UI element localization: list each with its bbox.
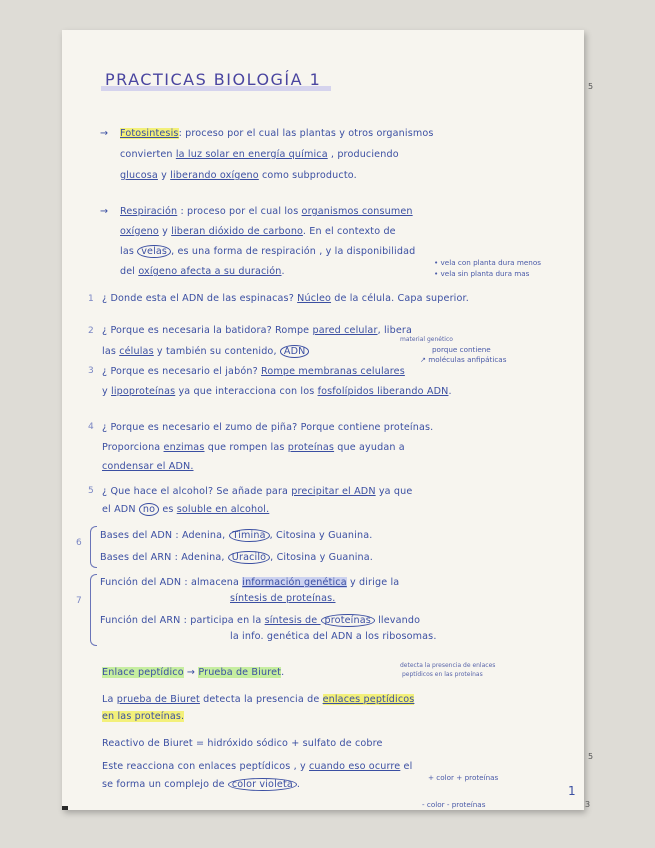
page-number: 1: [568, 784, 576, 798]
question-number: 7: [76, 596, 82, 606]
question-number: 2: [88, 326, 94, 336]
minus-color-note: - color - proteínas: [422, 800, 486, 809]
arrow-icon: →: [183, 667, 199, 678]
question-number: 1: [88, 294, 94, 304]
question-number: 3: [88, 366, 94, 376]
q2-note-2: ↗ moléculas anfipáticas: [420, 355, 507, 364]
corner-mark: 3: [585, 800, 591, 809]
edge-shadow: [62, 806, 68, 810]
arrow-icon: →: [100, 128, 109, 139]
q2-note-1: porque contiene: [432, 345, 491, 354]
side-mark: 5: [588, 82, 594, 91]
notebook-page: PRACTICAS BIOLOGÍA 1 → Fotosintesis: proceso por el cual las plantas y otros organismos convierten la luz solar en energía química , produciendo glucosa y liberando oxígeno como subproducto. → Respiración : proceso por el cual los organismos consumen oxígeno y liberan dióxido de carbono. En el contexto de las velas , es una forma de respiración , y la disponibilidad del oxígeno afecta a su duración. • vela con planta dura menos • vela sin planta dura mas 1 ¿ Donde esta el ADN de las espinacas? Núcleo de la célula. Capa superior. 2 ¿ Porque es necesaria la batidora? Rompe pared celular, libera las células y también su contenido, ADN material genético porque contiene ↗ moléculas anfipáticas 3 ¿ Porque es necesario el jabón? Rompe membranas celulares y lipoproteínas ya que interacciona con los fosfolípidos liberando ADN. 4 ¿ Porque es necesario el zumo de piña? Porque contiene proteínas. Proporciona enzimas que rompen las proteínas que ayudan a condensar el ADN. 5 ¿ Que hace el alcohol? Se añade para precipitar el ADN ya que el ADN no es soluble en alcohol. 6 Bases del ADN : Adenina, Timina , Citosina y Guanina. Bases del ARN : Adenina, Uracilo , Citosina y Guanina. 7 Función del ADN : almacena información genética y dirige la síntesis de proteínas. Función del ARN : participa en la síntesis de proteínas llevando la info. genética del ADN a los ribosomas. Enlace peptídico → Prueba de Biuret. detecta la presencia de enlaces peptídicos en las proteínas La prueba de Biuret detecta la presencia de enlaces peptídicos en las proteínas. Reactivo de Biuret = hidróxido sódico + sulfato de cobre Este reacciona con enlaces peptídicos , y cuando eso ocurre el se forma un complejo de color violeta . + color + proteínas - color - proteínas 1: [62, 30, 584, 810]
vela-note-2: • vela sin planta dura mas: [434, 269, 530, 278]
arrow-icon: →: [100, 206, 109, 217]
fotosintesis-term: Fotosintesis: [120, 128, 179, 139]
enlace-note-1: detecta la presencia de enlaces: [400, 662, 496, 669]
material-genetico-note: material genético: [400, 336, 453, 343]
question-number: 6: [76, 538, 82, 548]
page-title: PRACTICAS BIOLOGÍA 1: [105, 70, 322, 89]
brace-bracket: [90, 574, 97, 646]
vela-note-1: • vela con planta dura menos: [434, 258, 541, 267]
question-number: 4: [88, 422, 94, 432]
side-mark: 5: [588, 752, 594, 761]
plus-color-note: + color + proteínas: [428, 773, 499, 782]
respiracion-term: Respiración: [120, 206, 178, 217]
enlace-note-2: peptídicos en las proteínas: [402, 671, 483, 678]
brace-bracket: [90, 526, 97, 568]
question-number: 5: [88, 486, 94, 496]
